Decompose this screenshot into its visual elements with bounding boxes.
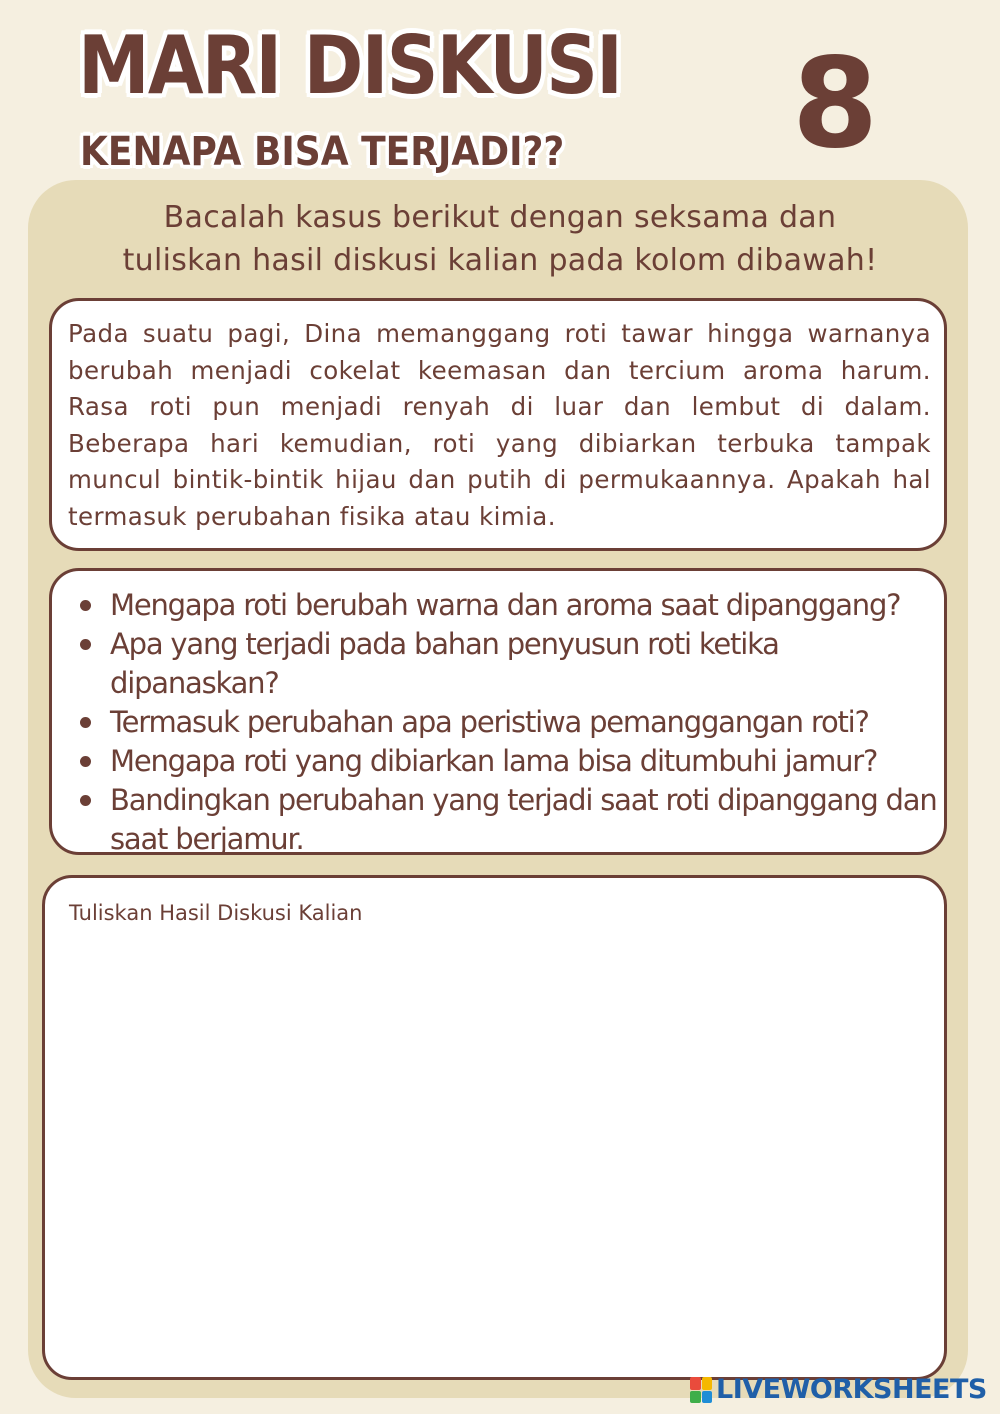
question-item bbox=[80, 586, 938, 625]
answer-label: Tuliskan Hasil Diskusi Kalian bbox=[69, 901, 363, 925]
bullet-icon bbox=[80, 639, 91, 650]
bullet-icon bbox=[80, 717, 91, 728]
question-text: Mengapa roti berubah warna dan aroma saat dipanggang? bbox=[110, 588, 901, 622]
question-list bbox=[80, 586, 938, 859]
page-title: MARI DISKUSI bbox=[78, 19, 622, 112]
case-box bbox=[49, 298, 947, 551]
question-text: Apa yang terjadi pada bahan penyusun roti ketika dipanaskan? bbox=[110, 627, 779, 700]
page-subtitle: KENAPA BISA TERJADI?? bbox=[80, 129, 565, 175]
question-item bbox=[80, 742, 938, 781]
instruction-text bbox=[0, 196, 1000, 282]
answer-textbox[interactable] bbox=[42, 875, 947, 1380]
question-text: Termasuk perubahan apa peristiwa pemanggangan roti? bbox=[110, 705, 869, 739]
instruction-line-1: Bacalah kasus berikut dengan seksama dan bbox=[163, 200, 837, 235]
question-text: Mengapa roti yang dibiarkan lama bisa ditumbuhi jamur? bbox=[110, 744, 878, 778]
activity-number: 8 bbox=[792, 32, 879, 176]
logo-text: LIVEWORKSHEETS bbox=[716, 1374, 987, 1405]
bullet-icon bbox=[80, 600, 91, 611]
instruction-line-2: tuliskan hasil diskusi kalian pada kolom dibawah! bbox=[122, 243, 878, 278]
liveworksheets-logo bbox=[690, 1374, 987, 1406]
questions-box bbox=[49, 568, 947, 855]
bullet-icon bbox=[80, 756, 91, 767]
bullet-icon bbox=[80, 795, 91, 806]
question-item bbox=[80, 625, 938, 703]
question-item bbox=[80, 703, 938, 742]
question-text: Bandingkan perubahan yang terjadi saat roti dipanggang dan saat berjamur. bbox=[110, 783, 937, 856]
liveworksheets-icon bbox=[690, 1377, 712, 1403]
case-text: Pada suatu pagi, Dina memanggang roti tawar hingga warnanya berubah menjadi cokelat keemasan dan tercium aroma harum. Rasa roti pun menjadi renyah di luar dan lembut di dalam. Beberapa hari kemudian, roti yang dibiarkan terbuka tampak muncul bintik-bintik hijau dan putih di permukaannya. Apakah hal termasuk perubahan fisika atau kimia. bbox=[68, 319, 931, 531]
question-item bbox=[80, 781, 938, 859]
